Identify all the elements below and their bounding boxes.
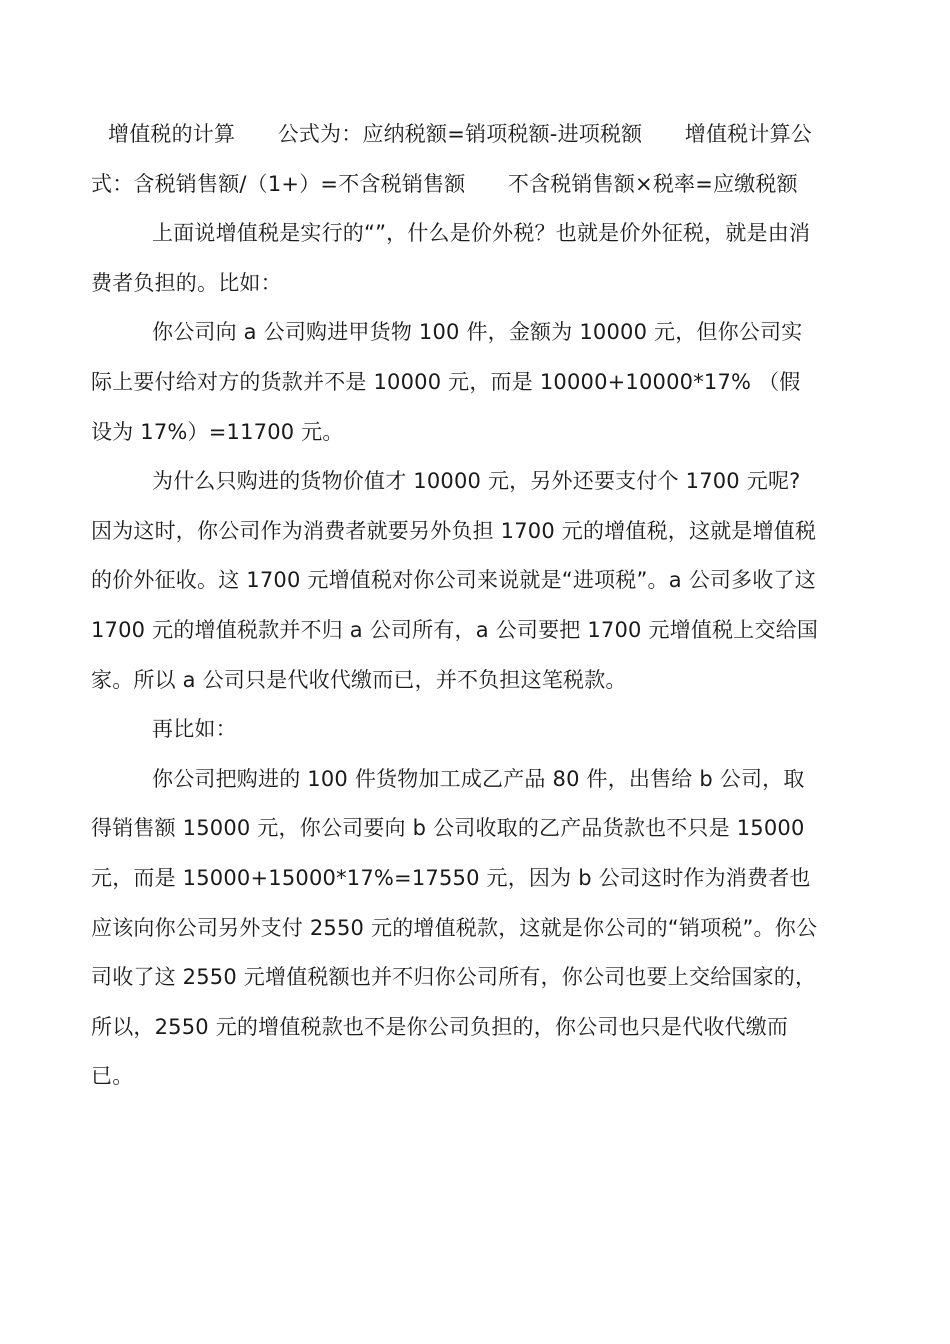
paragraph-intro: 上面说增值税是实行的“”，什么是价外税？也就是价外征税，就是由消费者负担的。比如：: [91, 221, 811, 295]
document-body: [91, 110, 821, 1102]
paragraph-another-example: 再比如：: [152, 717, 237, 742]
paragraph-input-tax: 为什么只购进的货物价值才 10000 元，另外还要支付个 1700 元呢?因为这时，你公司作为消费者就要另外负担 1700 元的增值税，这就是增值税的价外征收。这 1700 元增值税对你公司来说就是“进项税”。a 公司多收了这 1700 元的增值税款并不归 a 公司所有，a 公司要把 1700 元增值税上交给国家。所以 a 公司只是代收代缴而已，并不负担这笔税款。: [91, 469, 819, 692]
paragraph-output-tax: 你公司把购进的 100 件货物加工成乙产品 80 件，出售给 b 公司，取得销售额 15000 元，你公司要向 b 公司收取的乙产品货款也不只是 15000 元，而是 15000+15000*17%=17550 元，因为 b 公司这时作为消费者也应该向你公司另外支付 2550 元的增值税款，这就是你公司的“销项税”。你公司收了这 2550 元增值税额也并不归你公司所有，你公司也要上交给国家的，所以，2550 元的增值税款也不是你公司负担的，你公司也只是代收代缴而已。: [91, 766, 818, 1089]
paragraph-purchase-example: 你公司向 a 公司购进甲货物 100 件，金额为 10000 元，但你公司实际上要付给对方的货款并不是 10000 元，而是 10000+10000*17% （假设为 17%）=11700 元。: [91, 320, 803, 444]
paragraph-formula: 增值税的计算 公式为：应纳税额=销项税额-进项税额 增值税计算公式：含税销售额/（1+）=不含税销售额 不含税销售额×税率=应缴税额: [91, 122, 812, 196]
